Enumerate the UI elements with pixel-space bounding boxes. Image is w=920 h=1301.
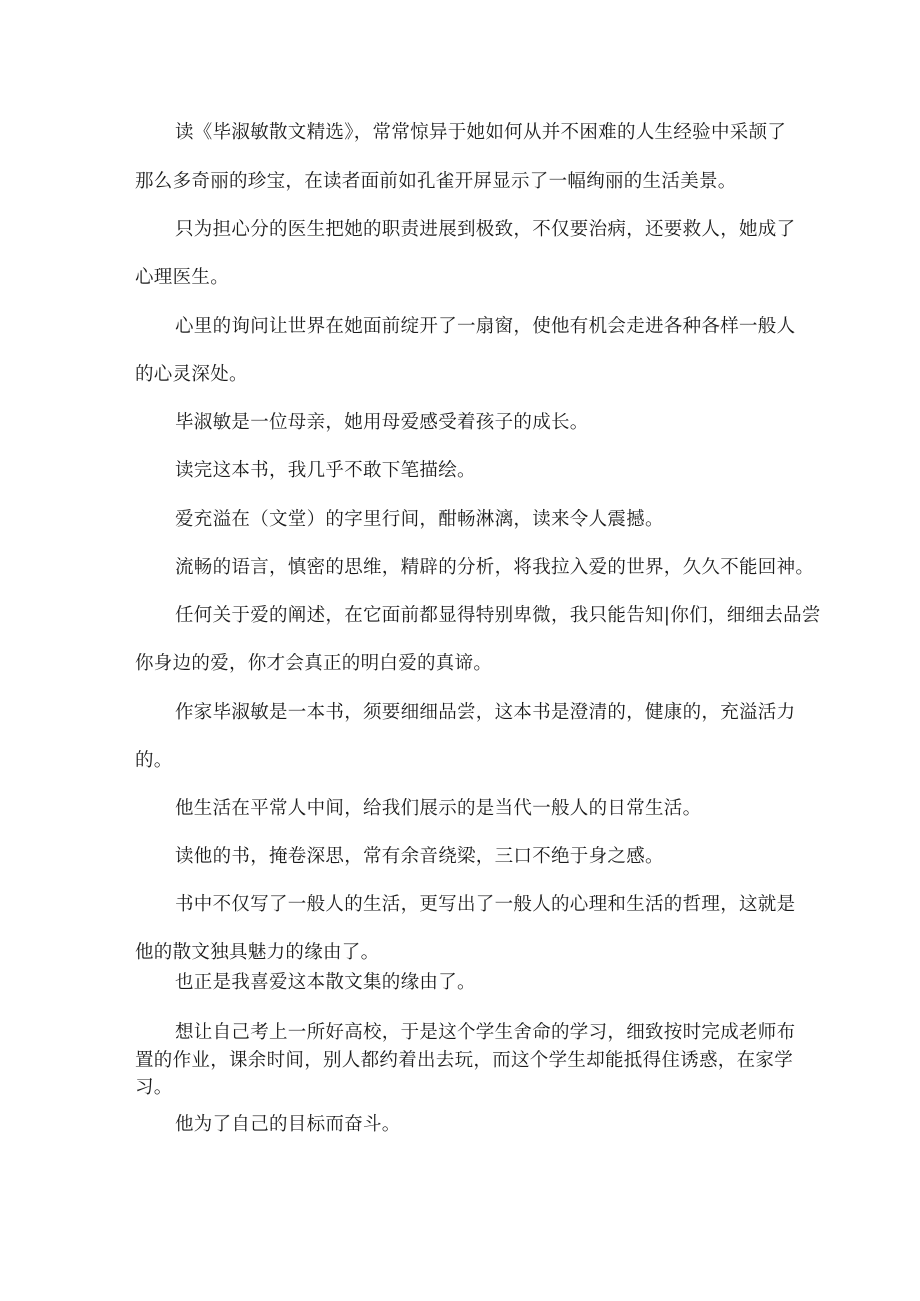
paragraph-line: 毕淑敏是一位母亲，她用母爱感受着孩子的成长。 [175,412,589,433]
paragraph-line: 置的作业，课余时间，别人都约着出去玩，而这个学生却能抵得住诱惑，在家学 [135,1050,794,1071]
paragraph-line: 读他的书，掩卷深思，常有余音绕梁，三口不绝于身之感。 [175,846,664,867]
paragraph-line: 读《毕淑敏散文精选》，常常惊异于她如何从并不困难的人生经验中采颉了 [175,122,787,143]
paragraph-line: 书中不仅写了一般人的生活，更写出了一般人的心理和生活的哲理，这就是 [175,894,796,915]
paragraph-line: 想让自己考上一所好高校，于是这个学生舍命的学习，细致按时完成老师布 [175,1022,796,1043]
paragraph-line: 的。 [135,750,173,771]
paragraph-line: 习。 [135,1077,173,1098]
paragraph-line: 只为担心分的医生把她的职责进展到极致，不仅要治病，还要救人，她成了 [175,219,796,240]
paragraph-line: 你身边的爱，你才会真正的明白爱的真谛。 [135,653,493,674]
paragraph-line: 也正是我喜爱这本散文集的缘由了。 [175,972,476,993]
paragraph-line: 爱充溢在（文堂）的字里行间，酣畅淋漓，读来令人震撼。 [175,509,664,530]
paragraph-line: 读完这本书，我几乎不敢下笔描绘。 [175,460,476,481]
paragraph-line: 的心灵深处。 [135,364,248,385]
paragraph-line: 心理医生。 [135,267,230,288]
paragraph-line: 作家毕淑敏是一本书，须要细细品尝，这本书是澄清的，健康的，充溢活力 [175,702,796,723]
paragraph-line: 流畅的语言，慎密的思维，精辟的分析，将我拉入爱的世界，久久不能回神。 [175,557,815,578]
paragraph-line: 心里的询问让世界在她面前绽开了一扇窗，使他有机会走进各种各样一般人 [175,316,796,337]
paragraph-line: 任何关于爱的阐述，在它面前都显得特别卑微，我只能告知|你们，细细去品尝 [175,605,821,626]
paragraph-line: 他为了自己的目标而奋斗。 [175,1114,401,1135]
paragraph-line: 他的散文独具魅力的缘由了。 [135,942,380,963]
paragraph-line: 他生活在平常人中间，给我们展示的是当代一般人的日常生活。 [175,798,702,819]
paragraph-line: 那么多奇丽的珍宝，在读者面前如孔雀开屏显示了一幅绚丽的生活美景。 [135,171,737,192]
